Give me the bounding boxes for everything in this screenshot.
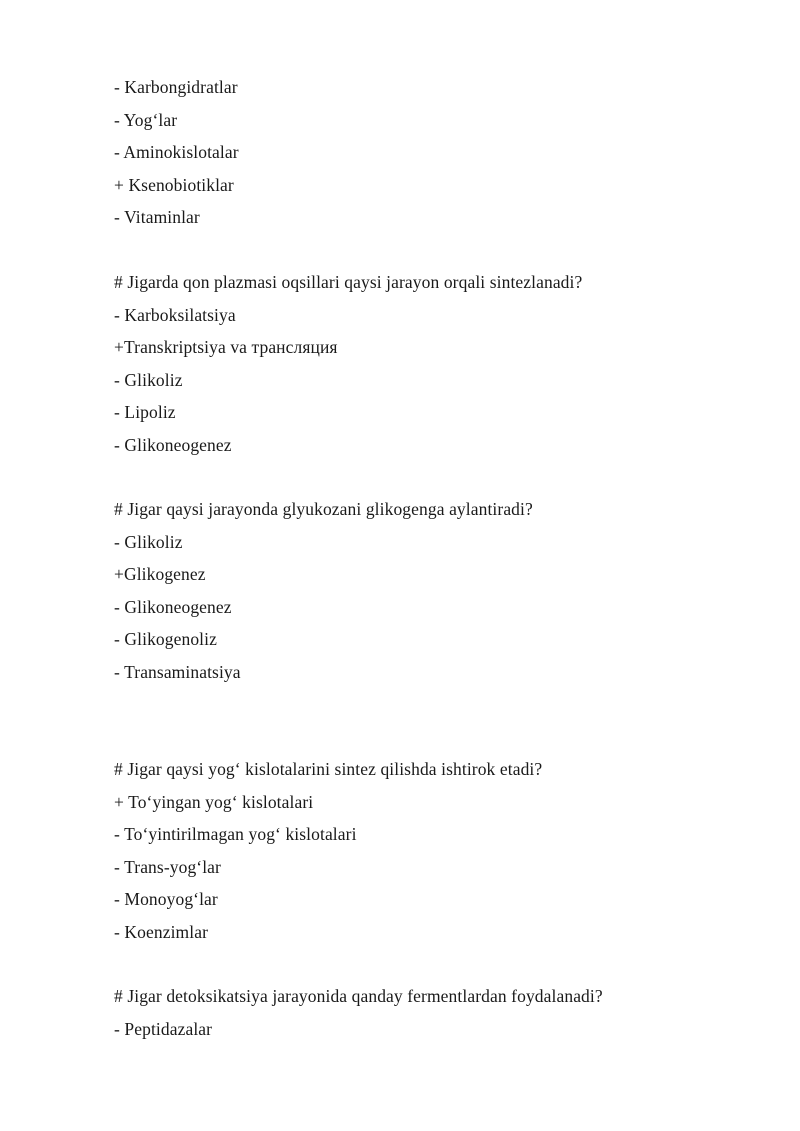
answer-block-continued (114, 71, 734, 234)
question-text: # Jigarda qon plazmasi oqsillari qaysi jarayon orqali sintezlanadi? (114, 272, 583, 292)
answer-option: - Yog‘lar (114, 109, 178, 130)
correct-answer-option: +Glikogenez (114, 564, 206, 584)
question-block (114, 980, 734, 1045)
answer-option: - Karbongidratlar (114, 77, 238, 97)
question-block (114, 266, 734, 461)
question-text: # Jigar qaysi jarayonda glyukozani glikogenga aylantiradi? (114, 499, 533, 519)
answer-option: - Lipoliz (114, 402, 176, 422)
question-text: # Jigar qaysi yog‘ kislotalarini sintez qilishda ishtirok etadi? (114, 759, 543, 779)
answer-option: - Glikoliz (114, 369, 183, 390)
answer-option: - Glikoneogenez (114, 596, 232, 617)
answer-option: - Trans-yog‘lar (114, 856, 221, 877)
answer-option: - Glikoliz (114, 531, 183, 552)
answer-option: - To‘yintirilmagan yog‘ kislotalari (114, 824, 357, 844)
answer-option: - Transaminatsiya (114, 661, 241, 682)
answer-option: - Glikoneogenez (114, 434, 232, 455)
answer-option: - Glikogenoliz (114, 629, 217, 649)
correct-answer-option: + Ksenobiotiklar (114, 174, 234, 195)
answer-option: - Koenzimlar (114, 921, 209, 942)
correct-answer-option: + To‘yingan yog‘ kislotalari (114, 791, 314, 812)
answer-option: - Vitaminlar (114, 207, 200, 227)
answer-option: - Peptidazalar (114, 1018, 213, 1039)
answer-option: - Monoyog‘lar (114, 889, 218, 909)
correct-answer-option: +Transkriptsiya va трансляция (114, 337, 338, 357)
answer-option: - Karboksilatsiya (114, 304, 236, 325)
question-block (114, 493, 734, 688)
question-text: # Jigar detoksikatsiya jarayonida qanday fermentlardan foydalanadi? (114, 986, 603, 1006)
question-block (114, 753, 734, 948)
answer-option: - Aminokislotalar (114, 142, 239, 162)
